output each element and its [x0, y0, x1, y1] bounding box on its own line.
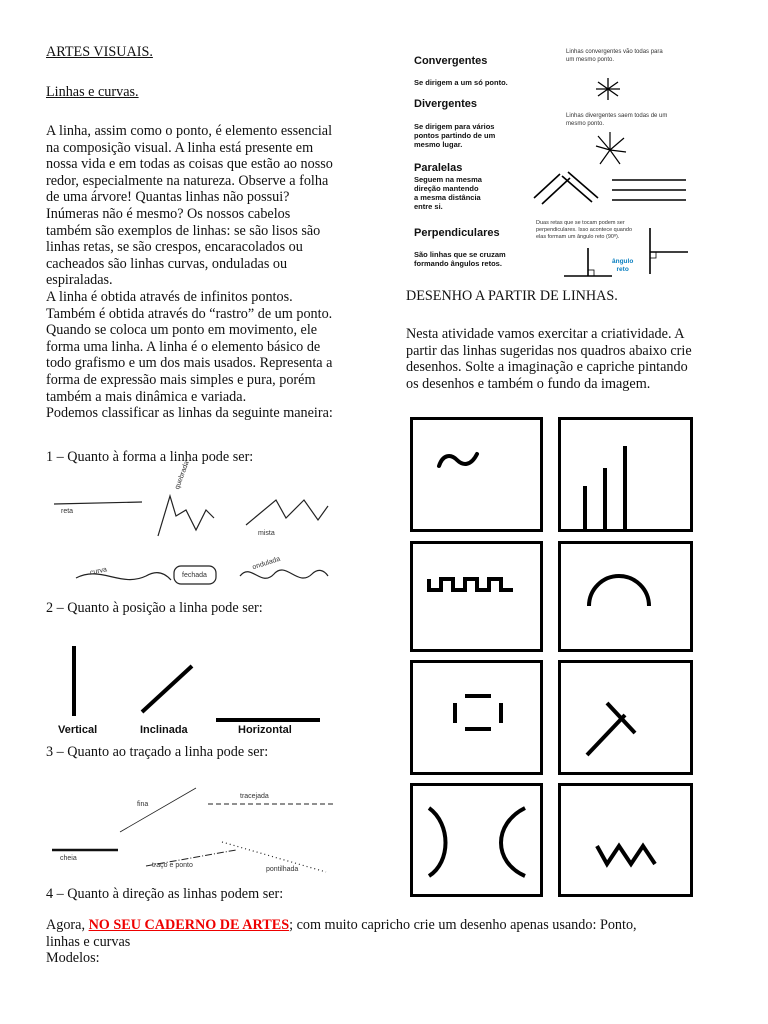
section-forma-heading: 1 – Quanto à forma a linha pode ser: [46, 449, 254, 465]
label-line: reto [616, 266, 629, 273]
intro-line: forma de expressão mais simples e pura, porém [46, 371, 316, 388]
note-line: Linhas convergentes vão todas para [566, 49, 663, 55]
desc-line: formando ângulos retos. [414, 259, 502, 268]
intro-line: Podemos classificar as linhas da seguinte maneira: [46, 405, 333, 422]
footer-line-1 [46, 917, 746, 934]
activity-line: partir das linhas sugeridas nos quadros abaixo crie [406, 342, 692, 359]
desc-line: São linhas que se cruzam [414, 250, 506, 259]
intro-line: Inúmeras não é mesmo? Os nossos cabelos [46, 205, 291, 222]
label-inclinada: Inclinada [140, 724, 188, 736]
label-curva: curva [89, 566, 108, 577]
footer-highlight: NO SEU CADERNO DE ARTES [88, 917, 290, 933]
drawing-box-parentheses[interactable] [410, 783, 543, 897]
label-pontilhada: pontilhada [266, 866, 299, 873]
footer-line-2: linhas e curvas [46, 933, 131, 950]
label-vertical: Vertical [58, 724, 98, 736]
drawing-box-square-wave[interactable] [410, 541, 543, 652]
convergentes-title: Convergentes [414, 55, 488, 67]
intro-line: na composição visual. A linha está presente em [46, 139, 314, 156]
drawing-box-arc[interactable] [558, 541, 693, 652]
intro-line: A linha é obtida através de infinitos pontos. [46, 288, 293, 305]
section-direcao-heading: 4 – Quanto à direção as linhas podem ser: [46, 886, 284, 902]
activity-line: Nesta atividade vamos exercitar a criatividade. A [406, 326, 685, 342]
note-line: mesmo ponto. [566, 121, 605, 127]
desc-line: direção mantendo [414, 184, 479, 193]
note-line: um mesmo ponto. [566, 57, 615, 63]
page-subtitle: Linhas e curvas. [46, 84, 139, 100]
label-fina: fina [137, 801, 149, 808]
label-traco-ponto: traço e ponto [152, 862, 193, 869]
desc-line: Se dirigem para vários [414, 122, 495, 131]
label-ondulada: ondulada [251, 555, 282, 572]
intro-line: de uma árvore! Quantas linhas não possui? [46, 189, 290, 206]
desc-line: entre si. [414, 202, 443, 211]
label-fechada: fechada [182, 572, 207, 579]
square-wave-icon [413, 544, 540, 649]
intro-line: nossa vida e em todas as coisas que estão ao nosso [46, 156, 333, 173]
activity-line: os desenhos e também o fundo da imagem. [406, 375, 651, 392]
page-title: ARTES VISUAIS. [46, 44, 153, 60]
intro-line: A linha, assim como o ponto, é elemento essencial [46, 123, 333, 139]
note-line: Duas retas que se tocam podem ser [536, 220, 625, 226]
label-horizontal: Horizontal [238, 724, 292, 736]
desc-line: mesmo lugar. [414, 140, 463, 149]
desc-line: a mesma distância [414, 193, 481, 202]
drawing-box-tilde[interactable] [410, 417, 543, 532]
intro-line: todo grafismo e um dos mais usados. Representa a [46, 355, 333, 372]
label-cheia: cheia [60, 855, 77, 862]
facing-curves-icon [413, 786, 540, 894]
direcao-panel [412, 49, 690, 278]
divergentes-title: Divergentes [414, 98, 477, 110]
activity-title: DESENHO A PARTIR DE LINHAS. [406, 288, 618, 304]
intro-line: linhas retas, se são crespos, encaracolados ou [46, 239, 303, 256]
intro-line: Quando se coloca um ponto em movimento, ele [46, 322, 318, 339]
arc-icon [561, 544, 690, 649]
label-reta: reta [61, 508, 74, 515]
drawing-box-zigzag[interactable] [558, 783, 693, 897]
intro-line: Também é obtida através do “rastro” de um ponto. [46, 305, 333, 322]
drawing-box-rectangle[interactable] [410, 660, 543, 775]
tracado-illustration [46, 780, 346, 880]
footer-post: ; com muito capricho crie um desenho apenas usando: Ponto, [289, 917, 637, 933]
activity-paragraph [406, 326, 692, 392]
intro-line: espiraladas. [46, 272, 113, 289]
label-line: ângulo [612, 258, 634, 265]
section-tracado-heading: 3 – Quanto ao traçado a linha pode ser: [46, 744, 269, 760]
label-quebrada: quebrada [174, 460, 191, 491]
vertical-bars-icon [561, 420, 690, 529]
drawing-box-t-shape[interactable] [558, 660, 693, 775]
section-posicao-heading: 2 – Quanto à posição a linha pode ser: [46, 600, 263, 616]
intro-line: redor, especialmente na natureza. Observe a folha [46, 172, 329, 189]
drawing-box-bars[interactable] [558, 417, 693, 532]
paralelas-title: Paralelas [414, 162, 463, 174]
intro-line: também a mais dinâmica e variada. [46, 388, 247, 405]
intro-line: cacheados são linhas curvas, onduladas ou [46, 255, 288, 272]
label-tracejada: tracejada [240, 793, 269, 800]
tilde-line-icon [413, 420, 540, 529]
posicao-illustration [46, 640, 336, 725]
activity-line: desenhos. Solte a imaginação e capriche pintando [406, 359, 688, 376]
direcao-diagrams [412, 52, 690, 278]
footer-instruction [46, 917, 746, 967]
zigzag-icon [561, 786, 690, 894]
tilted-t-icon [561, 663, 690, 772]
label-mista: mista [258, 530, 275, 537]
desc-line: Seguem na mesma [414, 175, 482, 184]
footer-pre: Agora, [46, 917, 89, 933]
intro-line: forma uma linha. A linha é o elemento básico de [46, 338, 321, 355]
intro-paragraph [46, 123, 333, 422]
note-line: Linhas divergentes saem todas de um [566, 113, 668, 119]
convergentes-desc: Se dirigem a um só ponto. [414, 78, 508, 87]
note-line: perpendiculares. Isso acontece quando [536, 227, 633, 233]
note-line: elas formam um ângulo reto (90º). [536, 234, 620, 240]
desc-line: pontos partindo de um [414, 131, 496, 140]
intro-line: também são exemplos de linhas: se são lisos são [46, 222, 321, 239]
open-rectangle-icon [413, 663, 540, 772]
perpendiculares-title: Perpendiculares [414, 227, 500, 239]
footer-line-3: Modelos: [46, 950, 100, 967]
